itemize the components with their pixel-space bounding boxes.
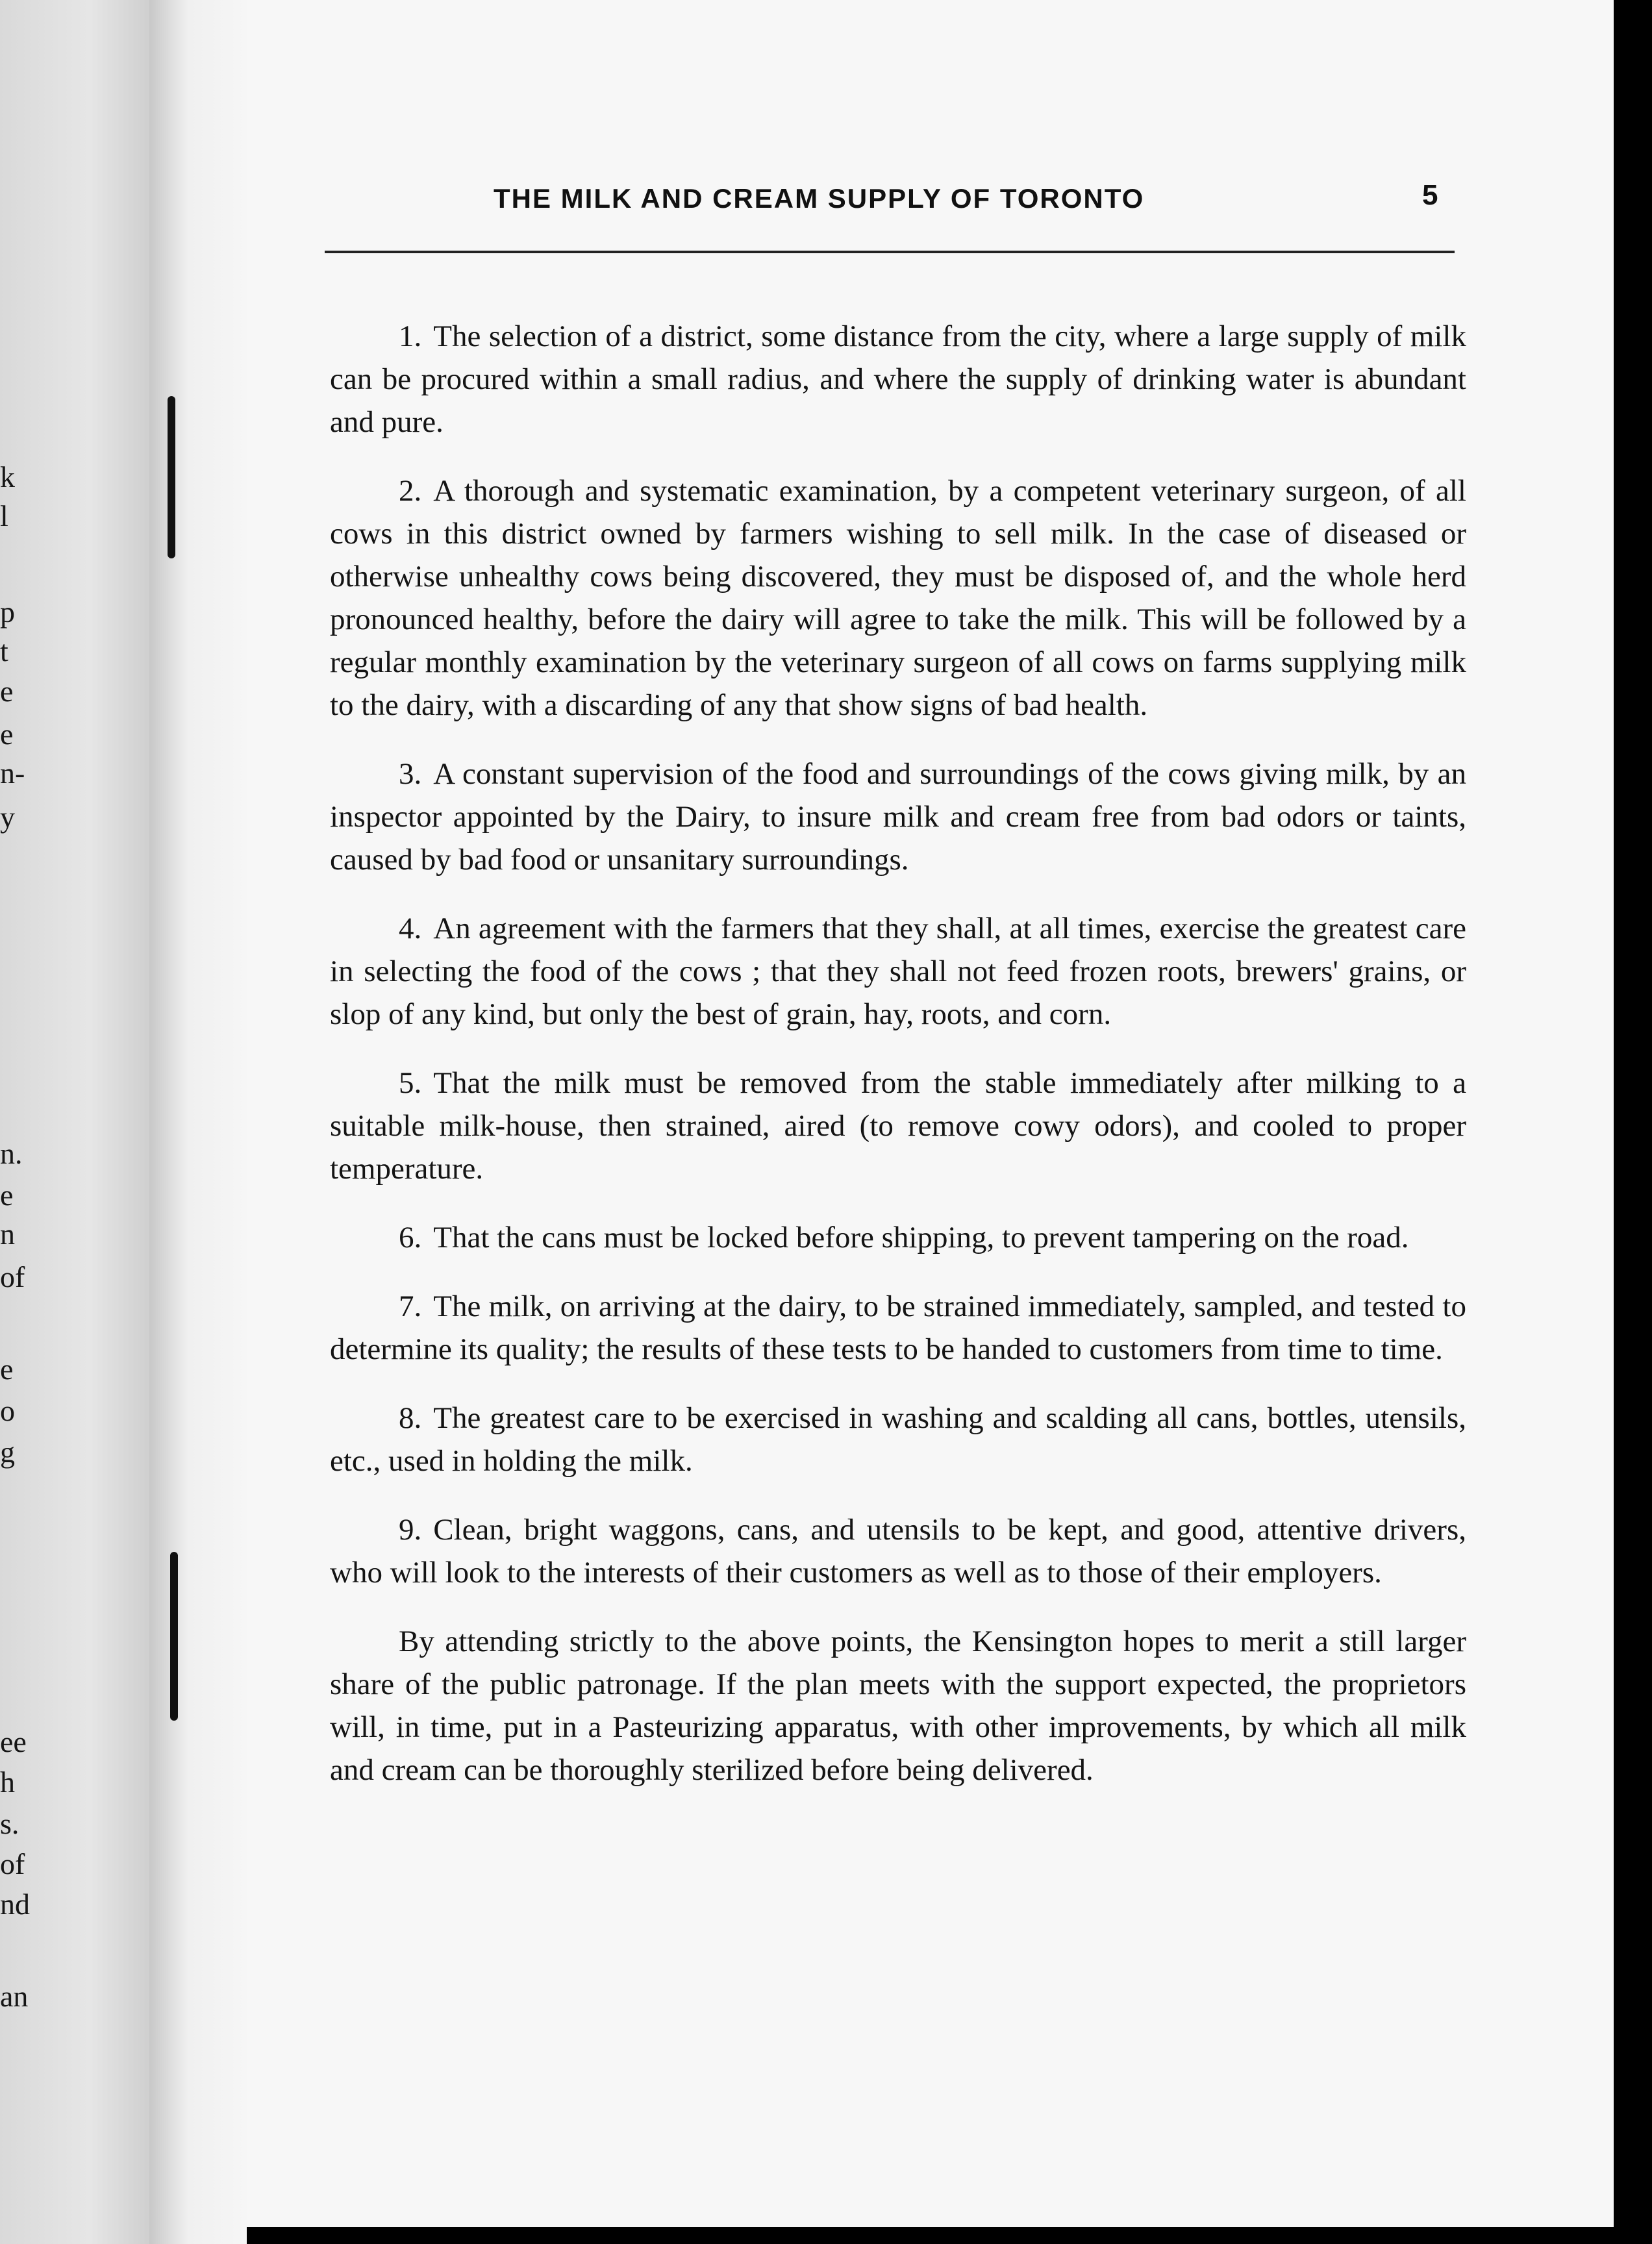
previous-page-fragment: y bbox=[0, 801, 15, 834]
body-text bbox=[330, 315, 1466, 1822]
closing-paragraph: By attending strictly to the above points, the Kensington hopes to merit a still larger share of the public patronage. If the plan meets with the support expected, the proprietors will, in time, put in a Pasteurizing apparatus, with other improvements, by which all milk and cream can be thoroughly sterilized before being delivered. bbox=[330, 1625, 1466, 1787]
previous-page-fragment: e bbox=[0, 717, 14, 751]
previous-page-fragment: s. bbox=[0, 1807, 19, 1840]
previous-page-fragment: of bbox=[0, 1847, 25, 1880]
point-text: The milk, on arriving at the dairy, to be strained immediately, sampled, and tested to determine its quality; the results of these tests to be handed to customers from time to time. bbox=[330, 1290, 1466, 1366]
point-number: 1. bbox=[399, 319, 422, 353]
previous-page-fragment: n. bbox=[0, 1137, 23, 1170]
running-header: THE MILK AND CREAM SUPPLY OF TORONTO bbox=[494, 183, 1145, 214]
previous-page-fragment: g bbox=[0, 1436, 15, 1469]
point-number: 2. bbox=[399, 474, 422, 508]
previous-page-fragment: t bbox=[0, 634, 8, 667]
point-number: 6. bbox=[399, 1221, 422, 1254]
numbered-point bbox=[330, 1062, 1466, 1190]
numbered-point bbox=[330, 1508, 1466, 1594]
previous-page-fragment: e bbox=[0, 1353, 14, 1386]
point-text: A thorough and systematic examination, by a competent veterinary surgeon, of all cows in this district owned by farmers wishing to sell milk. In the case of diseased or otherwise unhealthy cows being discovered, they must be disposed of, and the whole herd pronounced healthy, before the dairy will agree to take the milk. This will be followed by a regular monthly examination by the veterinary surgeon of all cows on farms supplying milk to the dairy, with a discarding of any that show signs of bad health. bbox=[330, 474, 1466, 722]
previous-page-fragment: of bbox=[0, 1260, 25, 1293]
point-number: 5. bbox=[399, 1066, 422, 1100]
numbered-point bbox=[330, 753, 1466, 881]
previous-page-fragment: nd bbox=[0, 1888, 30, 1921]
point-text: The selection of a district, some distance from the city, where a large supply of milk can be procured within a small radius, and where the supply of drinking water is abundant and pure. bbox=[330, 319, 1466, 439]
previous-page-fragment: an bbox=[0, 1980, 29, 2013]
previous-page-fragment: h bbox=[0, 1765, 15, 1799]
binding-mark bbox=[170, 1552, 178, 1721]
point-number: 7. bbox=[399, 1290, 422, 1323]
numbered-point bbox=[330, 469, 1466, 727]
point-number: 3. bbox=[399, 757, 422, 791]
numbered-point bbox=[330, 1397, 1466, 1482]
previous-page-fragment: e bbox=[0, 675, 14, 708]
previous-page-fragment: o bbox=[0, 1394, 15, 1427]
page-number: 5 bbox=[1422, 179, 1438, 211]
previous-page-fragment: k bbox=[0, 460, 15, 493]
point-text: That the cans must be locked before shipping, to prevent tampering on the road. bbox=[433, 1221, 1409, 1254]
previous-page-edge bbox=[0, 0, 149, 2244]
numbered-point bbox=[330, 1285, 1466, 1371]
numbered-point bbox=[330, 907, 1466, 1036]
page-edge bbox=[1614, 0, 1652, 2244]
numbered-point bbox=[330, 1216, 1466, 1259]
previous-page-fragment: n- bbox=[0, 756, 25, 790]
previous-page-fragment: p bbox=[0, 595, 15, 629]
point-text: An agreement with the farmers that they shall, at all times, exercise the greatest care in selecting the food of the cows ; that they shall not feed frozen roots, brewers' grains, or slop of any kind, but only the best of grain, hay, roots, and corn. bbox=[330, 912, 1466, 1031]
numbered-point bbox=[330, 315, 1466, 443]
point-number: 8. bbox=[399, 1401, 422, 1435]
point-text: Clean, bright waggons, cans, and utensils to be kept, and good, attentive drivers, who will look to the interests of their customers as well as to those of their employers. bbox=[330, 1513, 1466, 1590]
point-text: A constant supervision of the food and surroundings of the cows giving milk, by an inspector appointed by the Dairy, to insure milk and cream free from bad odors or taints, caused by bad food or unsanitary surroundings. bbox=[330, 757, 1466, 877]
previous-page-fragment: ee bbox=[0, 1725, 27, 1758]
previous-page-fragment: n bbox=[0, 1217, 15, 1251]
point-number: 4. bbox=[399, 912, 422, 945]
book-gutter bbox=[149, 0, 247, 2244]
header-rule bbox=[325, 251, 1455, 253]
binding-mark bbox=[168, 396, 175, 558]
point-number: 9. bbox=[399, 1513, 422, 1547]
point-text: The greatest care to be exercised in washing and scalding all cans, bottles, utensils, etc., used in holding the milk. bbox=[330, 1401, 1466, 1478]
previous-page-fragment: l bbox=[0, 499, 8, 532]
previous-page-fragment: e bbox=[0, 1178, 14, 1212]
point-text: That the milk must be removed from the stable immediately after milking to a suitable milk-house, then strained, aired (to remove cowy odors), and cooled to proper temperature. bbox=[330, 1066, 1466, 1186]
